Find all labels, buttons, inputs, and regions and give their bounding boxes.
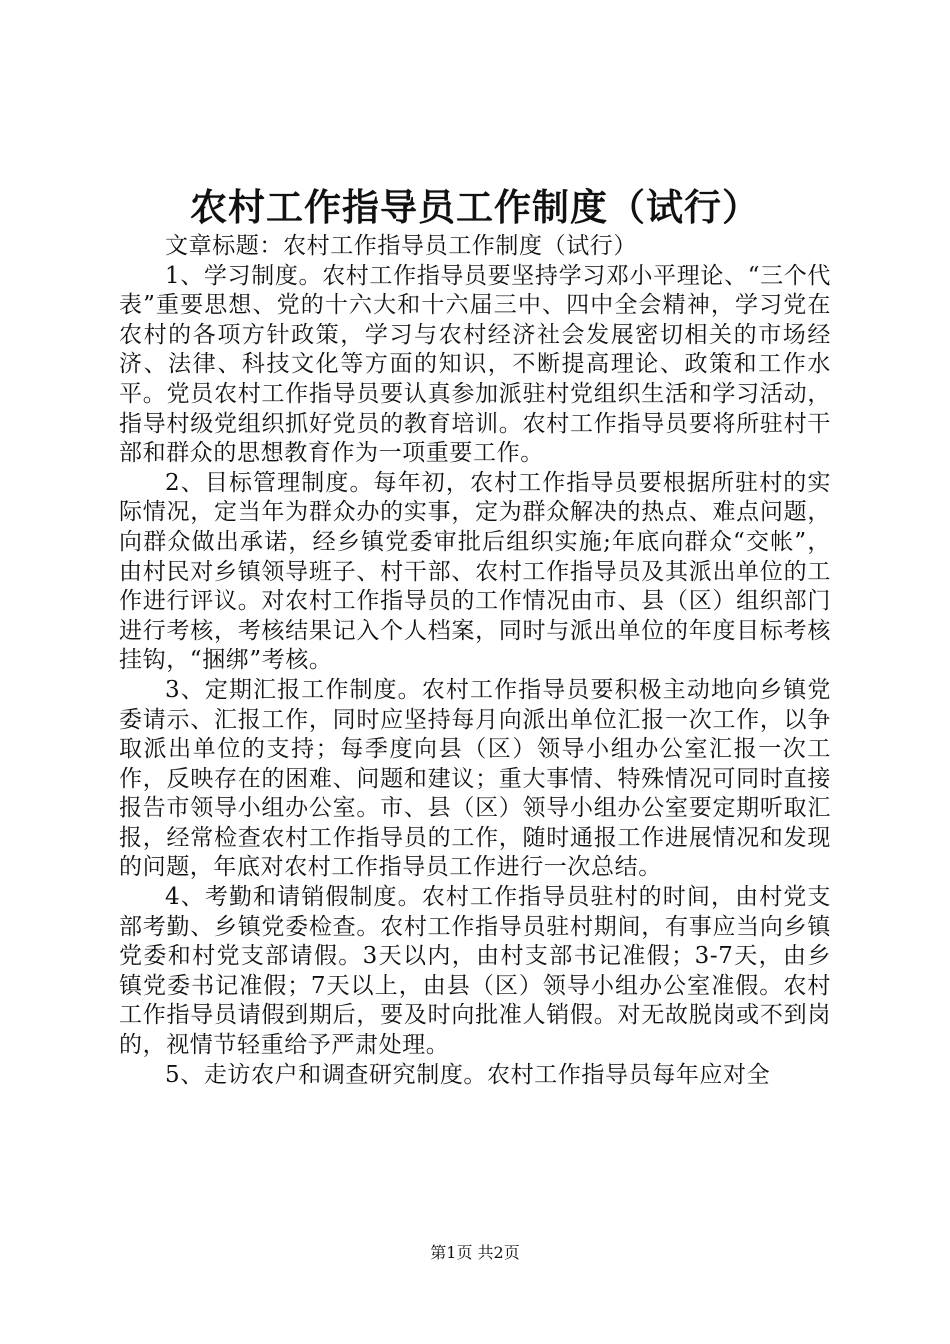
document-body [119, 232, 831, 1090]
paragraph-attendance-leave: 4、考勤和请销假制度。农村工作指导员驻村的时间，由村党支部考勤、乡镇党委检查。农村工作指导员驻村期间，有事应当向乡镇党委和村党支部请假。3天以内，由村支部书记准假；3-7天，由乡镇党委书记准假；7天以上，由县（区）领导小组办公室准假。农村工作指导员请假到期后，要及时向批准人销假。对无故脱岗或不到岗的，视情节轻重给予严肃处理。 [119, 884, 831, 1059]
document-title: 农村工作指导员工作制度（试行） [190, 186, 760, 229]
paragraph-target-management: 2、目标管理制度。每年初，农村工作指导员要根据所驻村的实际情况，定当年为群众办的实事，定为群众解决的热点、难点问题，向群众做出承诺，经乡镇党委审批后组织实施;年底向群众“交帐”，由村民对乡镇领导班子、村干部、农村工作指导员及其派出单位的工作进行评议。对农村工作指导员的工作情况由市、县（区）组织部门进行考核，考核结果记入个人档案，同时与派出单位的年度目标考核挂钩，“捆绑”考核。 [119, 469, 831, 674]
article-title-line: 文章标题：农村工作指导员工作制度（试行） [165, 233, 637, 259]
paragraph-regular-reporting: 3、定期汇报工作制度。农村工作指导员要积极主动地向乡镇党委请示、汇报工作，同时应坚持每月向派出单位汇报一次工作，以争取派出单位的支持；每季度向县（区）领导小组办公室汇报一次工作，反映存在的困难、问题和建议；重大事情、特殊情况可同时直接报告市领导小组办公室。市、县（区）领导小组办公室要定期听取汇报，经常检查农村工作指导员的工作，随时通报工作进展情况和发现的问题，年底对农村工作指导员工作进行一次总结。 [119, 676, 831, 881]
paragraph-study-system: 1、学习制度。农村工作指导员要坚持学习邓小平理论、“三个代表”重要思想、党的十六大和十六届三中、四中全会精神，学习党在农村的各项方针政策，学习与农村经济社会发展密切相关的市场经济、法律、科技文化等方面的知识，不断提高理论、政策和工作水平。党员农村工作指导员要认真参加派驻村党组织生活和学习活动，指导村级党组织抓好党员的教育培训。农村工作指导员要将所驻村干部和群众的思想教育作为一项重要工作。 [119, 262, 831, 467]
page-number-footer: 第1页 共2页 [430, 1243, 520, 1262]
paragraph-visit-research: 5、走访农户和调查研究制度。农村工作指导员每年应对全 [165, 1061, 771, 1088]
